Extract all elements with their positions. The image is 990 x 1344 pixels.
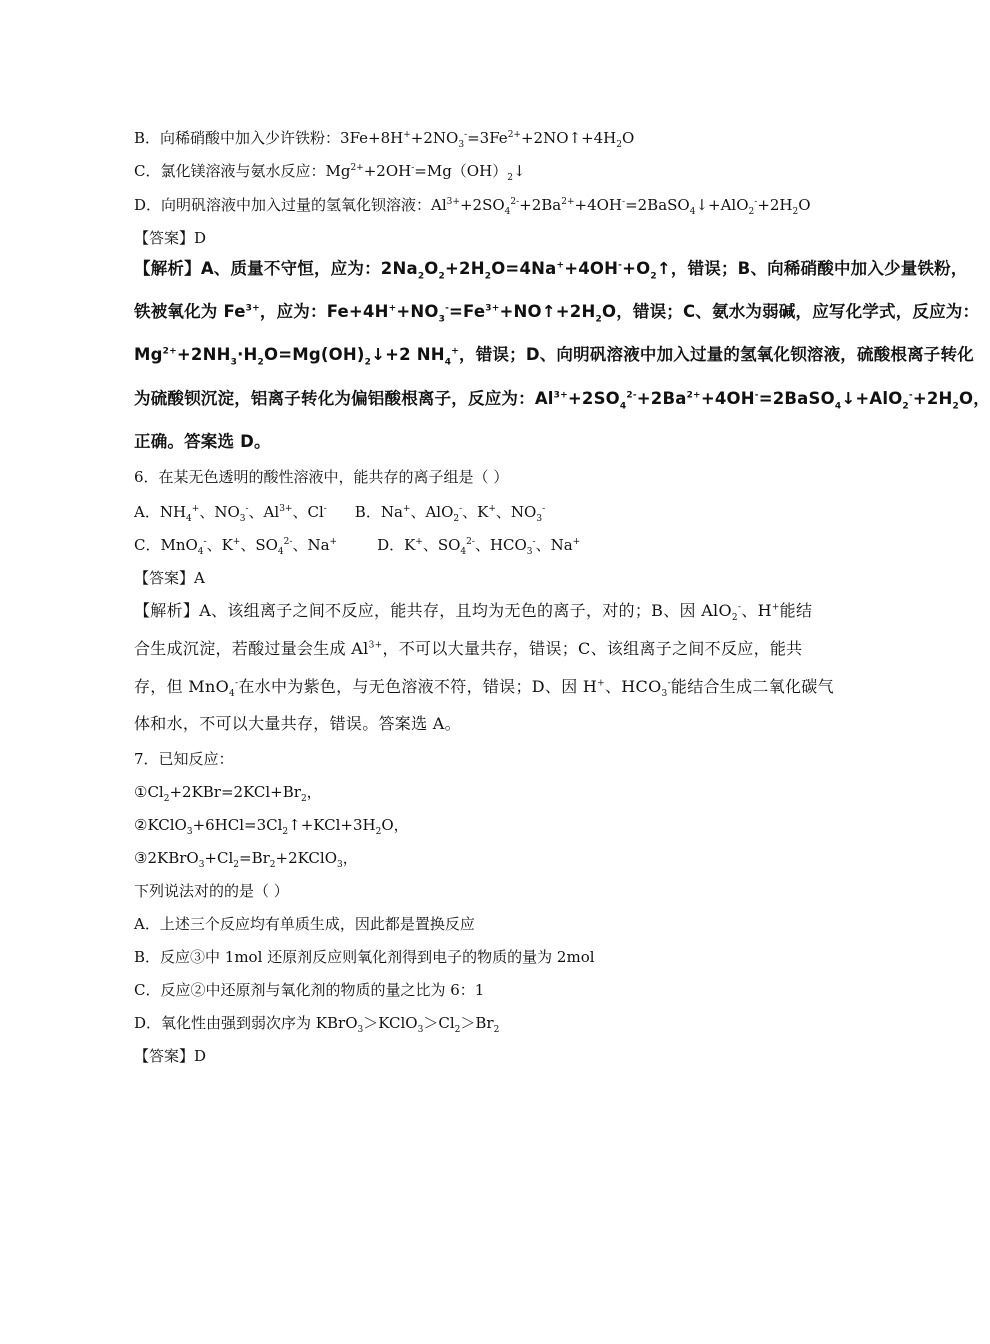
q6-analysis-line-3: 存，但 MnO$_4$-在水中为紫色，与无色溶液不符，错误；D、因 H+、$HCO_3^-$能结合生成二氧化碳气 <box>134 677 834 700</box>
q6-option-c: C．MnO$_4$-、K+、$SO_4^{2-}$、Na+ <box>134 536 338 557</box>
q6-stem: 6．在某无色透明的酸性溶液中，能共存的离子组是（ ） <box>134 468 509 486</box>
q5-option-d: D．向明矾溶液中加入过量的氢氧化钡溶液：$Al^{3+}+2SO_4^{2-}+2Ba^{2+}+4OH^-=2BaSO_4↓+AlO_2^-+2H_2O$ <box>134 196 811 217</box>
q5-analysis-line-5: 正确。答案选 D。 <box>134 432 271 451</box>
q5-analysis-line-2: 铁被氧化为 $Fe^{3+}$，应为：$Fe+4H^++NO_3^-=Fe^{3+}+NO↑+2H_2O$，错误；C、氨水为弱碱，应写化学式，反应为： <box>134 302 980 325</box>
q7-option-d: D．氧化性由强到弱次序为 $KBrO_3>KClO_3>Cl_2>Br_2$ <box>134 1014 500 1035</box>
q5-analysis-line-4: 为硫酸钡沉淀，铝离子转化为偏铝酸根离子，反应为：$Al^{3+}+2SO_4^{2-}+2Ba^{2+}+4OH^-=2BaSO_4↓+AlO_2^-+2H_2O$， <box>134 389 990 412</box>
q6-option-a: A．$NH_4^+$、$NO_3^-$、$Al^{3+}$、Cl- <box>134 503 327 524</box>
q6-analysis-line-1: 【解析】A、该组离子之间不反应，能共存，且均为无色的离子，对的；B、因 AlO$_2$-、H+能结 <box>134 601 813 624</box>
q7-option-b: B．反应③中 1mol 还原剂反应则氧化剂得到电子的物质的量为 2mol <box>134 948 595 966</box>
q6-option-d: D．K+、$SO_4^{2-}$、$HCO_3^-$、Na+ <box>377 536 581 557</box>
q6-options-ab <box>134 502 545 522</box>
q5-answer: 【答案】D <box>134 229 207 247</box>
q7-answer: 【答案】D <box>134 1047 207 1065</box>
q7-reaction-3: $③2KBrO_3+Cl_2=Br_2+2KClO_3$， <box>134 849 358 870</box>
q5-analysis-line-3: $Mg^{2+}+2NH_3\cdot H_2O=Mg(OH)_2↓+2$ $NH_4^+$，错误；D、向明矾溶液中加入过量的氢氧化钡溶液，硫酸根离子转化 <box>134 345 974 368</box>
q7-reaction-1: $①Cl_2+2KBr=2KCl+Br_2$， <box>134 783 322 804</box>
q5-option-b: B．向稀硝酸中加入少许铁粉：$3Fe+8H^++2NO_3^-=3Fe^{2+}+2NO↑+4H_2O$ <box>134 129 635 150</box>
q7-question: 下列说法对的的是（ ） <box>134 882 289 900</box>
q6-option-b: B．Na+、AlO$_2$-、K+、$NO_3^-$ <box>354 503 546 524</box>
q6-answer: 【答案】A <box>134 569 205 587</box>
q7-reaction-2: $②KClO_3+6HCl=3Cl_2↑+KCl+3H_2O$， <box>134 816 409 837</box>
q5-analysis-line-1: 【解析】A、质量不守恒，应为：$2Na_2O_2+2H_2O=4Na^++4OH^-+O_2↑$，错误；B、向稀硝酸中加入少量铁粉， <box>134 259 968 282</box>
q7-option-c: C．反应②中还原剂与氧化剂的物质的量之比为 6：1 <box>134 981 485 999</box>
q6-options-cd <box>134 535 580 555</box>
q7-option-a: A．上述三个反应均有单质生成，因此都是置换反应 <box>134 915 475 933</box>
q5-option-c: C．氯化镁溶液与氨水反应：$Mg^{2+}+2OH^-=Mg(OH)_2↓$ <box>134 162 526 183</box>
q7-stem: 7．已知反应： <box>134 750 234 768</box>
q6-analysis-line-2: 合生成沉淀，若酸过量会生成 $Al^{3+}$，不可以大量共存，错误；C、该组离子之间不反应，能共 <box>134 639 803 658</box>
q6-analysis-line-4: 体和水，不可以大量共存，错误。答案选 A。 <box>134 714 461 733</box>
